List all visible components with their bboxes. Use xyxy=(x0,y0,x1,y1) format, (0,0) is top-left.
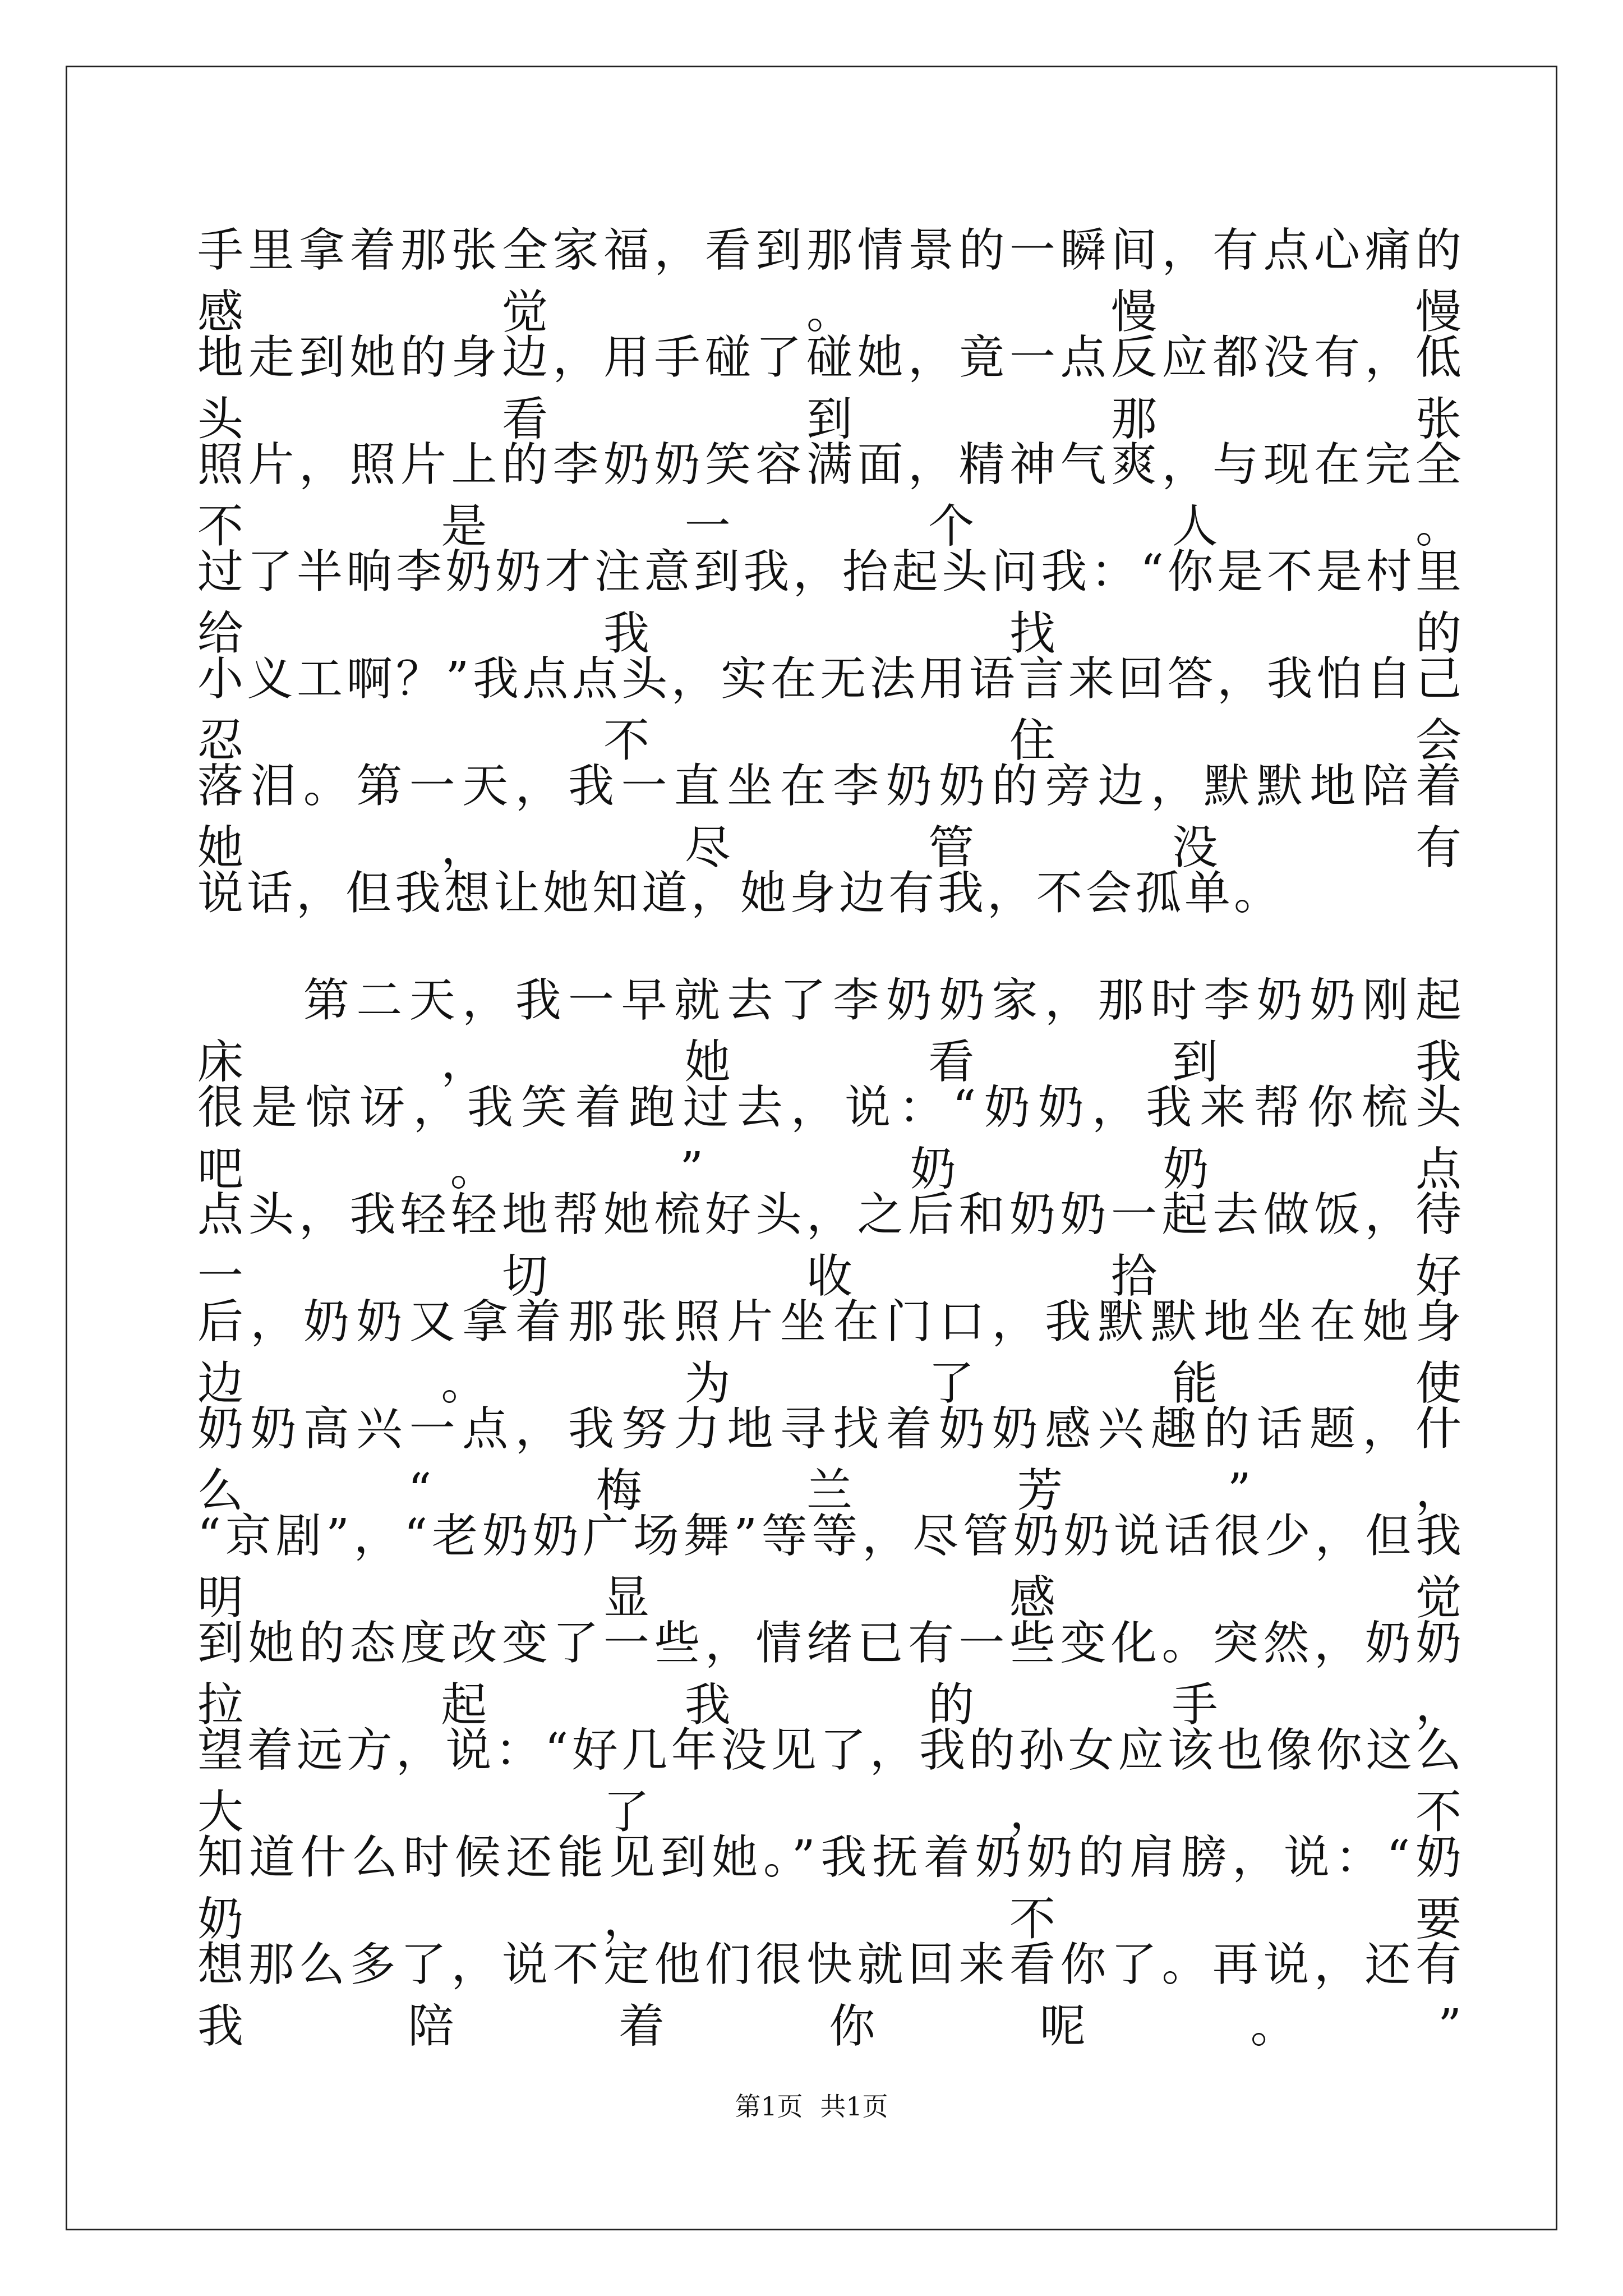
text-line: 奶奶高兴一点，我努力地寻找着奶奶感兴趣的话题，什么“梅兰芳”， xyxy=(197,1402,1465,1517)
text-line: 望着远方，说：“好几年没见了，我的孙女应该也像你这么大了，不 xyxy=(197,1724,1465,1839)
text-line: 到她的态度改变了一些，情绪已有一些变化。突然，奶奶拉起我的手， xyxy=(197,1617,1465,1732)
page-total: 共1页 xyxy=(820,2091,888,2122)
text-line: 小义工啊？”我点点头，实在无法用语言来回答，我怕自己忍不住会 xyxy=(197,652,1465,767)
text-line: 第二天，我一早就去了李奶奶家，那时李奶奶刚起床，她看到我 xyxy=(197,974,1465,1089)
text-line: 照片，照片上的李奶奶笑容满面，精神气爽，与现在完全不是一个人。 xyxy=(197,438,1465,553)
text-line: 手里拿着那张全家福，看到那情景的一瞬间，有点心痛的感觉。慢慢 xyxy=(197,224,1465,339)
text-line: “京剧”，“老奶奶广场舞”等等，尽管奶奶说话很少，但我明显感觉 xyxy=(197,1510,1465,1625)
text-line: 很是惊讶，我笑着跑过去，说：“奶奶，我来帮你梳头吧。”奶奶点 xyxy=(197,1081,1465,1196)
text-line: 想那么多了，说不定他们很快就回来看你了。再说，还有我陪着你呢。” xyxy=(197,1938,1465,2053)
text-line: 点头，我轻轻地帮她梳好头，之后和奶奶一起去做饭，待一切收拾好 xyxy=(197,1188,1465,1303)
text-line: 过了半晌李奶奶才注意到我，抬起头问我：“你是不是村里给我找的 xyxy=(197,545,1465,660)
page-number: 第1页 xyxy=(735,2091,803,2122)
page-footer xyxy=(0,2090,1623,2123)
text-line: 后，奶奶又拿着那张照片坐在门口，我默默地坐在她身边。为了能使 xyxy=(197,1295,1465,1410)
text-line: 说话，但我想让她知道，她身边有我，不会孤单。 xyxy=(197,867,1284,920)
text-line: 落泪。第一天，我一直坐在李奶奶的旁边，默默地陪着她，尽管没有 xyxy=(197,760,1465,875)
text-line: 知道什么时候还能见到她。”我抚着奶奶的肩膀，说：“奶奶，不要 xyxy=(197,1831,1465,1946)
text-line: 地走到她的身边，用手碰了碰她，竟一点反应都没有，低头看到那张 xyxy=(197,331,1465,446)
